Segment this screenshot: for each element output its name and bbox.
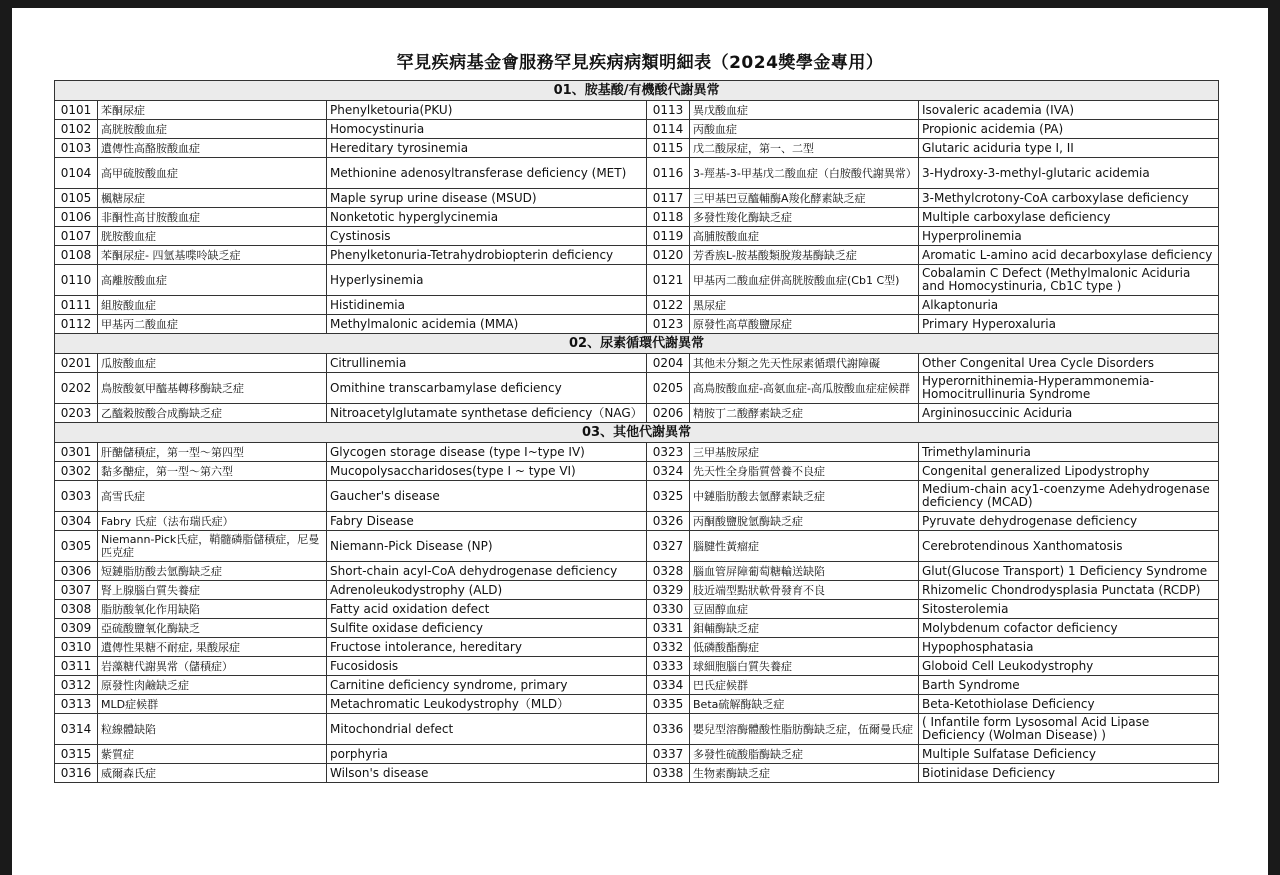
table-row — [55, 120, 1219, 139]
table-row — [55, 227, 1219, 246]
chinese-name-cell: 3-羥基-3-甲基戊二酸血症（白胺酸代謝異常） — [690, 158, 919, 189]
english-name-cell: porphyria — [327, 745, 647, 764]
table-row — [55, 158, 1219, 189]
chinese-name-cell: 肢近端型點狀軟骨發育不良 — [690, 581, 919, 600]
code-cell: 0316 — [55, 764, 98, 783]
chinese-name-cell: Beta硫解酶缺乏症 — [690, 695, 919, 714]
table-row — [55, 481, 1219, 512]
english-name-cell: Fabry Disease — [327, 512, 647, 531]
chinese-name-cell: 丙酸血症 — [690, 120, 919, 139]
english-name-cell: Aromatic L-amino acid decarboxylase deficiency — [919, 246, 1219, 265]
code-cell: 0324 — [647, 462, 690, 481]
english-name-cell: Cobalamin C Defect (Methylmalonic Aciduria and Homocystinuria, Cb1C type ) — [919, 265, 1219, 296]
english-name-cell: Multiple carboxylase deficiency — [919, 208, 1219, 227]
table-row — [55, 354, 1219, 373]
code-cell: 0112 — [55, 315, 98, 334]
chinese-name-cell: 脂肪酸氧化作用缺陷 — [98, 600, 327, 619]
code-cell: 0304 — [55, 512, 98, 531]
english-name-cell: Cystinosis — [327, 227, 647, 246]
english-name-cell: Pyruvate dehydrogenase deficiency — [919, 512, 1219, 531]
english-name-cell: Biotinidase Deficiency — [919, 764, 1219, 783]
chinese-name-cell: 岩藻糖代謝異常（儲積症） — [98, 657, 327, 676]
table-row — [55, 695, 1219, 714]
table-row — [55, 657, 1219, 676]
code-cell: 0108 — [55, 246, 98, 265]
english-name-cell: Multiple Sulfatase Deficiency — [919, 745, 1219, 764]
chinese-name-cell: 中鏈脂肪酸去氫酵素缺乏症 — [690, 481, 919, 512]
english-name-cell: Primary Hyperoxaluria — [919, 315, 1219, 334]
chinese-name-cell: MLD症候群 — [98, 695, 327, 714]
code-cell: 0329 — [647, 581, 690, 600]
english-name-cell: Sulfite oxidase deficiency — [327, 619, 647, 638]
code-cell: 0115 — [647, 139, 690, 158]
english-name-cell: Medium-chain acy1-coenzyme Adehydrogenase deficiency (MCAD) — [919, 481, 1219, 512]
code-cell: 0333 — [647, 657, 690, 676]
chinese-name-cell: 高甲硫胺酸血症 — [98, 158, 327, 189]
code-cell: 0106 — [55, 208, 98, 227]
english-name-cell: Carnitine deficiency syndrome, primary — [327, 676, 647, 695]
english-name-cell: 3-Hydroxy-3-methyl-glutaric acidemia — [919, 158, 1219, 189]
section-header-row — [55, 81, 1219, 101]
english-name-cell: Beta-Ketothiolase Deficiency — [919, 695, 1219, 714]
section-header: 03、其他代謝異常 — [55, 423, 1219, 443]
section-header-row — [55, 334, 1219, 354]
english-name-cell: Propionic acidemia (PA) — [919, 120, 1219, 139]
english-name-cell: Other Congenital Urea Cycle Disorders — [919, 354, 1219, 373]
english-name-cell: Hereditary tyrosinemia — [327, 139, 647, 158]
code-cell: 0113 — [647, 101, 690, 120]
table-row — [55, 296, 1219, 315]
table-row — [55, 208, 1219, 227]
table-row — [55, 619, 1219, 638]
code-cell: 0332 — [647, 638, 690, 657]
english-name-cell: Mitochondrial defect — [327, 714, 647, 745]
english-name-cell: ( Infantile form Lysosomal Acid Lipase Deficiency (Wolman Disease) ) — [919, 714, 1219, 745]
english-name-cell: Sitosterolemia — [919, 600, 1219, 619]
english-name-cell: Rhizomelic Chondrodysplasia Punctata (RCDP) — [919, 581, 1219, 600]
chinese-name-cell: 黏多醣症，第一型～第六型 — [98, 462, 327, 481]
english-name-cell: Trimethylaminuria — [919, 443, 1219, 462]
english-name-cell: Omithine transcarbamylase deficiency — [327, 373, 647, 404]
code-cell: 0114 — [647, 120, 690, 139]
chinese-name-cell: 高胱胺酸血症 — [98, 120, 327, 139]
table-row — [55, 531, 1219, 562]
english-name-cell: Short-chain acyl-CoA dehydrogenase deficiency — [327, 562, 647, 581]
code-cell: 0118 — [647, 208, 690, 227]
table-row — [55, 512, 1219, 531]
english-name-cell: Citrullinemia — [327, 354, 647, 373]
english-name-cell: Homocystinuria — [327, 120, 647, 139]
english-name-cell: Glut(Glucose Transport) 1 Deficiency Syndrome — [919, 562, 1219, 581]
table-row — [55, 581, 1219, 600]
chinese-name-cell: 非酮性高甘胺酸血症 — [98, 208, 327, 227]
chinese-name-cell: 亞硫酸鹽氧化酶缺乏 — [98, 619, 327, 638]
code-cell: 0311 — [55, 657, 98, 676]
english-name-cell: Isovaleric academia (IVA) — [919, 101, 1219, 120]
chinese-name-cell: 腎上腺腦白質失養症 — [98, 581, 327, 600]
english-name-cell: Alkaptonuria — [919, 296, 1219, 315]
table-row — [55, 265, 1219, 296]
english-name-cell: Molybdenum cofactor deficiency — [919, 619, 1219, 638]
code-cell: 0121 — [647, 265, 690, 296]
table-row — [55, 638, 1219, 657]
chinese-name-cell: 瓜胺酸血症 — [98, 354, 327, 373]
chinese-name-cell: 黑尿症 — [690, 296, 919, 315]
code-cell: 0336 — [647, 714, 690, 745]
code-cell: 0110 — [55, 265, 98, 296]
section-header: 02、尿素循環代謝異常 — [55, 334, 1219, 354]
code-cell: 0330 — [647, 600, 690, 619]
code-cell: 0327 — [647, 531, 690, 562]
code-cell: 0201 — [55, 354, 98, 373]
chinese-name-cell: 苯酮尿症- 四氫基喋呤缺乏症 — [98, 246, 327, 265]
chinese-name-cell: 三甲基巴豆醯輔酶A羧化酵素缺乏症 — [690, 189, 919, 208]
code-cell: 0337 — [647, 745, 690, 764]
chinese-name-cell: 戊二酸尿症，第一、二型 — [690, 139, 919, 158]
table-row — [55, 443, 1219, 462]
table-row — [55, 189, 1219, 208]
table-row — [55, 462, 1219, 481]
chinese-name-cell: 短鏈脂肪酸去氫酶缺乏症 — [98, 562, 327, 581]
english-name-cell: Adrenoleukodystrophy (ALD) — [327, 581, 647, 600]
table-row — [55, 404, 1219, 423]
code-cell: 0206 — [647, 404, 690, 423]
code-cell: 0101 — [55, 101, 98, 120]
document-title: 罕見疾病基金會服務罕見疾病病類明細表（2024獎學金專用） — [396, 53, 884, 73]
chinese-name-cell: Fabry 氏症（法布瑞氏症） — [98, 512, 327, 531]
code-cell: 0308 — [55, 600, 98, 619]
english-name-cell: Barth Syndrome — [919, 676, 1219, 695]
section-header: 01、胺基酸/有機酸代謝異常 — [55, 81, 1219, 101]
table-row — [55, 764, 1219, 783]
english-name-cell: Cerebrotendinous Xanthomatosis — [919, 531, 1219, 562]
english-name-cell: Fucosidosis — [327, 657, 647, 676]
chinese-name-cell: 胱胺酸血症 — [98, 227, 327, 246]
chinese-name-cell: 高鳥胺酸血症-高氨血症-高瓜胺酸血症症候群 — [690, 373, 919, 404]
english-name-cell: Wilson's disease — [327, 764, 647, 783]
code-cell: 0338 — [647, 764, 690, 783]
chinese-name-cell: 楓糖尿症 — [98, 189, 327, 208]
code-cell: 0205 — [647, 373, 690, 404]
code-cell: 0306 — [55, 562, 98, 581]
chinese-name-cell: 組胺酸血症 — [98, 296, 327, 315]
table-row — [55, 676, 1219, 695]
code-cell: 0120 — [647, 246, 690, 265]
chinese-name-cell: 原發性高草酸鹽尿症 — [690, 315, 919, 334]
english-name-cell: 3-Methylcrotony-CoA carboxylase deficiency — [919, 189, 1219, 208]
chinese-name-cell: 三甲基胺尿症 — [690, 443, 919, 462]
chinese-name-cell: Niemann-Pick氏症，鞘髓磷脂儲積症，尼曼匹克症 — [98, 531, 327, 562]
english-name-cell: Hypophosphatasia — [919, 638, 1219, 657]
table-row — [55, 139, 1219, 158]
code-cell: 0305 — [55, 531, 98, 562]
chinese-name-cell: 乙醯穀胺酸合成酶缺乏症 — [98, 404, 327, 423]
english-name-cell: Maple syrup urine disease (MSUD) — [327, 189, 647, 208]
english-name-cell: Niemann-Pick Disease (NP) — [327, 531, 647, 562]
document-page — [12, 8, 1268, 875]
english-name-cell: Congenital generalized Lipodystrophy — [919, 462, 1219, 481]
code-cell: 0203 — [55, 404, 98, 423]
chinese-name-cell: 高脯胺酸血症 — [690, 227, 919, 246]
code-cell: 0314 — [55, 714, 98, 745]
chinese-name-cell: 紫質症 — [98, 745, 327, 764]
code-cell: 0301 — [55, 443, 98, 462]
english-name-cell: Metachromatic Leukodystrophy（MLD） — [327, 695, 647, 714]
chinese-name-cell: 鳥胺酸氨甲醯基轉移酶缺乏症 — [98, 373, 327, 404]
table-row — [55, 373, 1219, 404]
english-name-cell: Histidinemia — [327, 296, 647, 315]
code-cell: 0331 — [647, 619, 690, 638]
code-cell: 0123 — [647, 315, 690, 334]
chinese-name-cell: 多發性硫酸脂酶缺乏症 — [690, 745, 919, 764]
chinese-name-cell: 原發性肉鹼缺乏症 — [98, 676, 327, 695]
code-cell: 0334 — [647, 676, 690, 695]
chinese-name-cell: 遺傳性果糖不耐症, 果酸尿症 — [98, 638, 327, 657]
code-cell: 0328 — [647, 562, 690, 581]
english-name-cell: Fatty acid oxidation defect — [327, 600, 647, 619]
chinese-name-cell: 丙酮酸鹽脫氫酶缺乏症 — [690, 512, 919, 531]
english-name-cell: Hyperlysinemia — [327, 265, 647, 296]
chinese-name-cell: 生物素酶缺乏症 — [690, 764, 919, 783]
chinese-name-cell: 豆固醇血症 — [690, 600, 919, 619]
chinese-name-cell: 先天性全身脂質營養不良症 — [690, 462, 919, 481]
code-cell: 0105 — [55, 189, 98, 208]
chinese-name-cell: 腦腱性黃瘤症 — [690, 531, 919, 562]
english-name-cell: Glycogen storage disease (type I~type IV) — [327, 443, 647, 462]
english-name-cell: Glutaric aciduria type I, II — [919, 139, 1219, 158]
english-name-cell: Hyperprolinemia — [919, 227, 1219, 246]
table-row — [55, 101, 1219, 120]
chinese-name-cell: 威爾森氏症 — [98, 764, 327, 783]
english-name-cell: Fructose intolerance, hereditary — [327, 638, 647, 657]
table-row — [55, 714, 1219, 745]
code-cell: 0202 — [55, 373, 98, 404]
chinese-name-cell: 遺傳性高酪胺酸血症 — [98, 139, 327, 158]
code-cell: 0117 — [647, 189, 690, 208]
chinese-name-cell: 異戊酸血症 — [690, 101, 919, 120]
table-row — [55, 315, 1219, 334]
english-name-cell: Hyperornithinemia-Hyperammonemia-Homocitrullinuria Syndrome — [919, 373, 1219, 404]
chinese-name-cell: 其他未分類之先天性尿素循環代謝障礙 — [690, 354, 919, 373]
code-cell: 0122 — [647, 296, 690, 315]
english-name-cell: Globoid Cell Leukodystrophy — [919, 657, 1219, 676]
chinese-name-cell: 多發性羧化酶缺乏症 — [690, 208, 919, 227]
disease-table — [54, 80, 1219, 783]
english-name-cell: Mucopolysaccharidoses(type I ~ type VI) — [327, 462, 647, 481]
code-cell: 0103 — [55, 139, 98, 158]
code-cell: 0315 — [55, 745, 98, 764]
english-name-cell: Methylmalonic acidemia (MMA) — [327, 315, 647, 334]
chinese-name-cell: 甲基丙二酸血症併高胱胺酸血症(Cb1 C型) — [690, 265, 919, 296]
table-row — [55, 745, 1219, 764]
code-cell: 0116 — [647, 158, 690, 189]
chinese-name-cell: 球細胞腦白質失養症 — [690, 657, 919, 676]
code-cell: 0313 — [55, 695, 98, 714]
chinese-name-cell: 芳香族L-胺基酸類脫羧基酶缺乏症 — [690, 246, 919, 265]
code-cell: 0323 — [647, 443, 690, 462]
chinese-name-cell: 粒線體缺陷 — [98, 714, 327, 745]
code-cell: 0307 — [55, 581, 98, 600]
code-cell: 0335 — [647, 695, 690, 714]
chinese-name-cell: 低磷酸酯酶症 — [690, 638, 919, 657]
english-name-cell: Nonketotic hyperglycinemia — [327, 208, 647, 227]
english-name-cell: Methionine adenosyltransferase deficiency (MET) — [327, 158, 647, 189]
english-name-cell: Phenylketonuria-Tetrahydrobiopterin deficiency — [327, 246, 647, 265]
chinese-name-cell: 腦血管屏障葡萄糖輸送缺陷 — [690, 562, 919, 581]
english-name-cell: Nitroacetylglutamate synthetase deficiency（NAG） — [327, 404, 647, 423]
chinese-name-cell: 甲基丙二酸血症 — [98, 315, 327, 334]
english-name-cell: Gaucher's disease — [327, 481, 647, 512]
chinese-name-cell: 高離胺酸血症 — [98, 265, 327, 296]
chinese-name-cell: 苯酮尿症 — [98, 101, 327, 120]
code-cell: 0107 — [55, 227, 98, 246]
section-header-row — [55, 423, 1219, 443]
chinese-name-cell: 嬰兒型溶酶體酸性脂肪酶缺乏症，伍爾曼氏症 — [690, 714, 919, 745]
table-row — [55, 600, 1219, 619]
code-cell: 0326 — [647, 512, 690, 531]
code-cell: 0104 — [55, 158, 98, 189]
chinese-name-cell: 精胺丁二酸酵素缺乏症 — [690, 404, 919, 423]
code-cell: 0204 — [647, 354, 690, 373]
code-cell: 0310 — [55, 638, 98, 657]
english-name-cell: Argininosuccinic Aciduria — [919, 404, 1219, 423]
chinese-name-cell: 高雪氏症 — [98, 481, 327, 512]
chinese-name-cell: 巴氏症候群 — [690, 676, 919, 695]
chinese-name-cell: 肝醣儲積症，第一型～第四型 — [98, 443, 327, 462]
code-cell: 0303 — [55, 481, 98, 512]
code-cell: 0325 — [647, 481, 690, 512]
code-cell: 0309 — [55, 619, 98, 638]
code-cell: 0102 — [55, 120, 98, 139]
table-row — [55, 562, 1219, 581]
table-row — [55, 246, 1219, 265]
chinese-name-cell: 鉬輔酶缺乏症 — [690, 619, 919, 638]
code-cell: 0111 — [55, 296, 98, 315]
code-cell: 0302 — [55, 462, 98, 481]
code-cell: 0312 — [55, 676, 98, 695]
english-name-cell: Phenylketouria(PKU) — [327, 101, 647, 120]
code-cell: 0119 — [647, 227, 690, 246]
